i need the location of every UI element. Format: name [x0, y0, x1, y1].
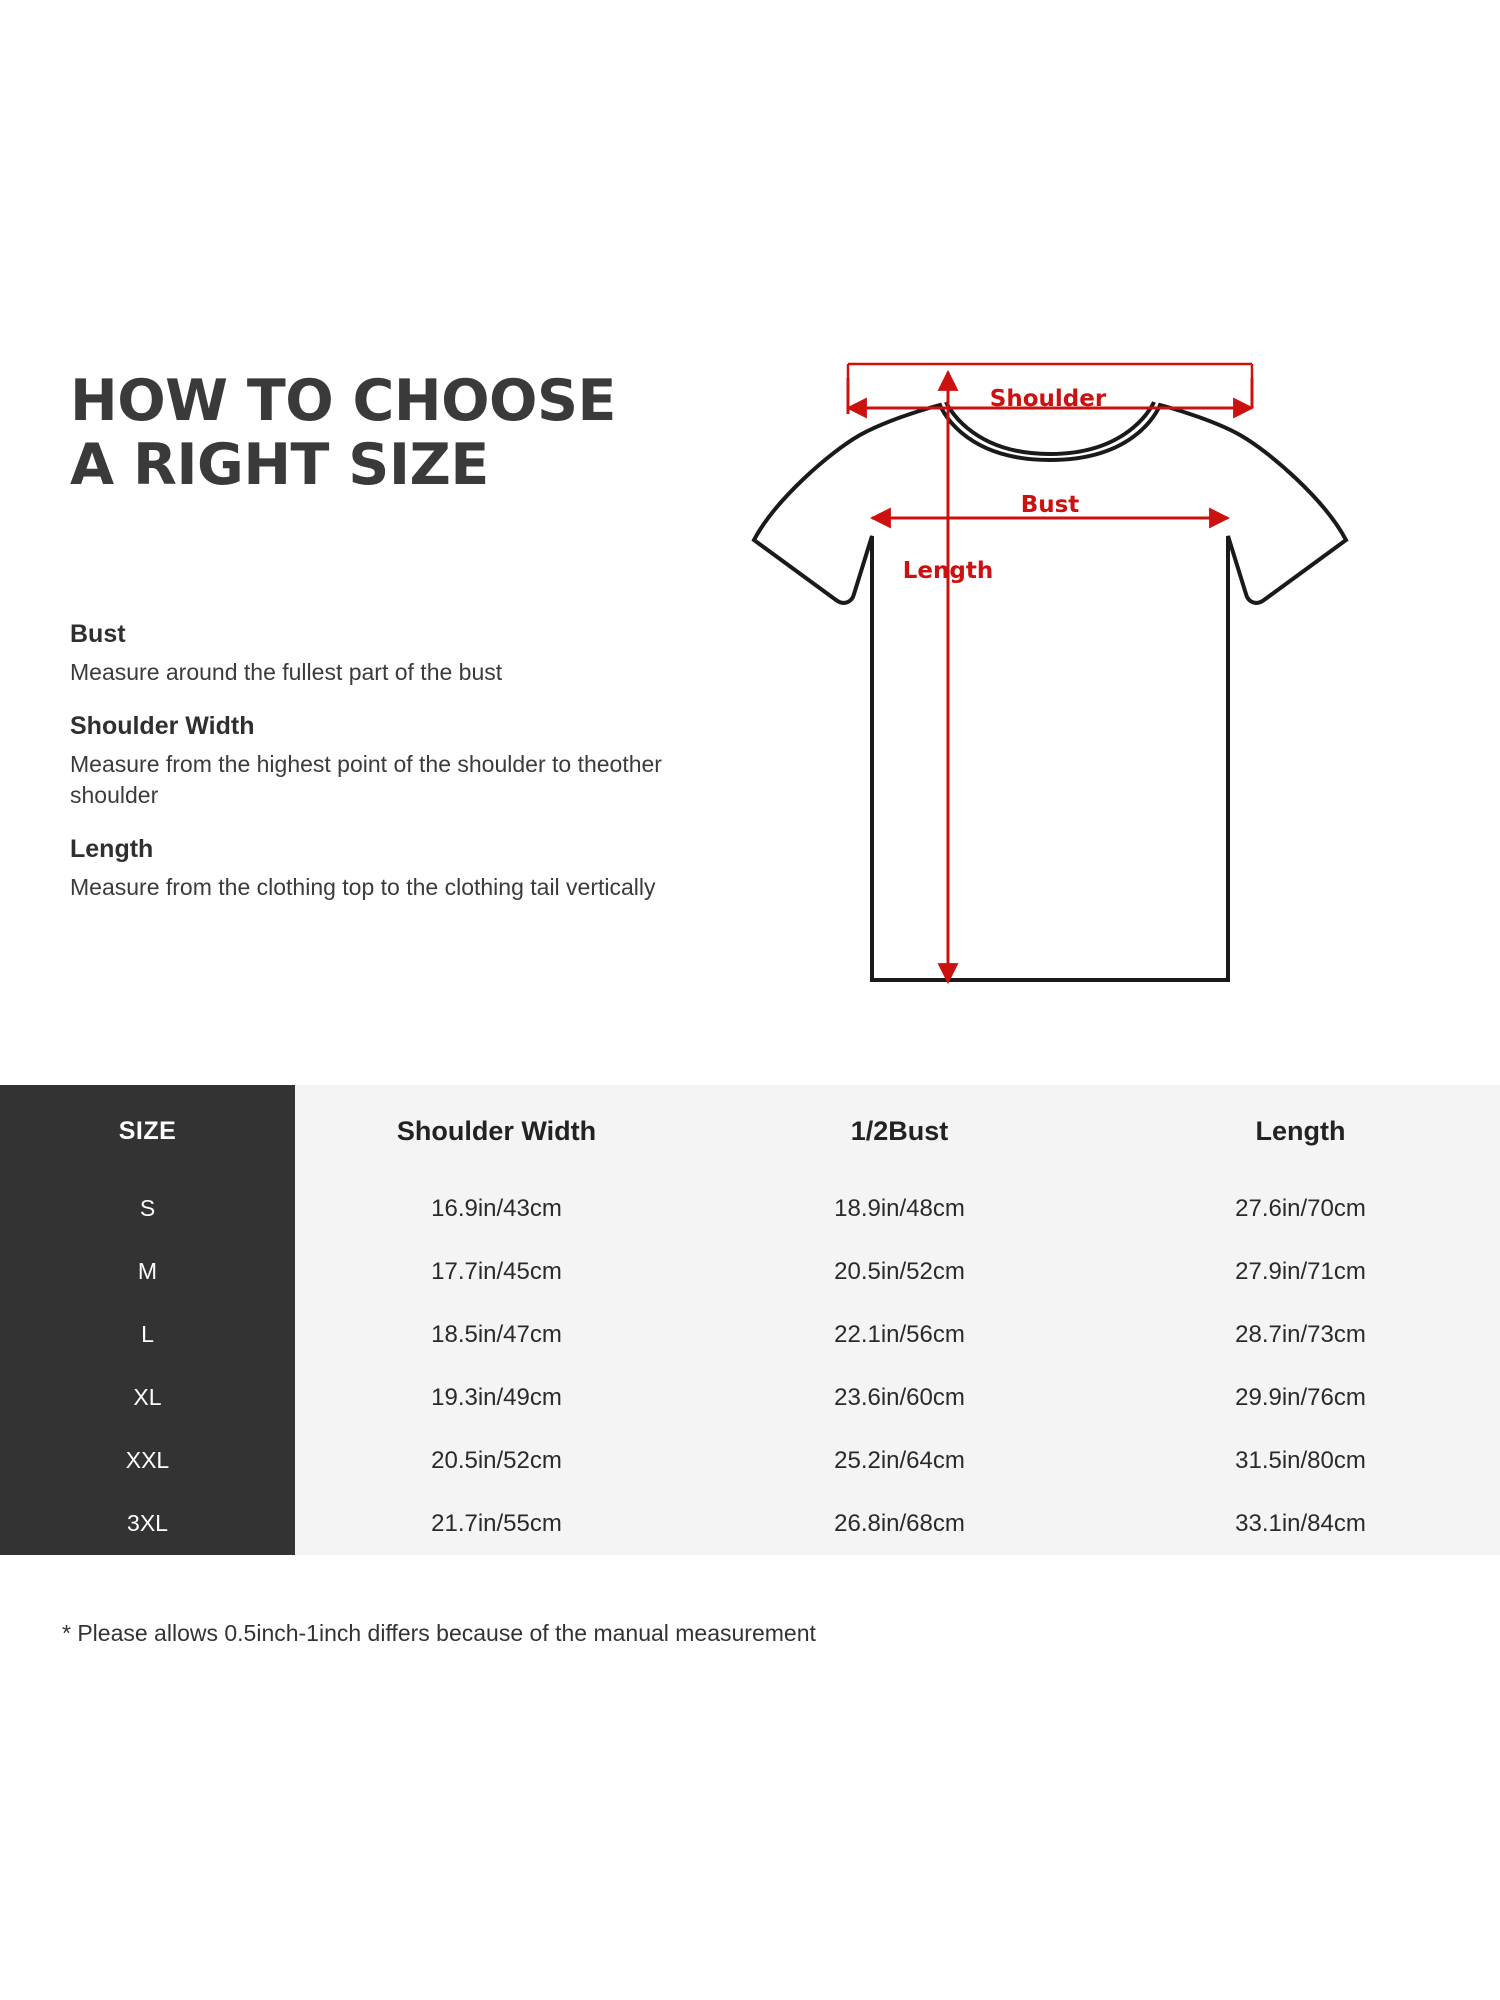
cell-half-bust: 25.2in/64cm	[698, 1429, 1101, 1492]
table-row	[0, 1240, 1500, 1303]
cell-shoulder-width: 21.7in/55cm	[295, 1492, 698, 1555]
definition-shoulder-width-title: Shoulder Width	[70, 712, 255, 741]
cell-shoulder-width: 16.9in/43cm	[295, 1177, 698, 1240]
cell-shoulder-width: 18.5in/47cm	[295, 1303, 698, 1366]
cell-length: 27.9in/71cm	[1101, 1240, 1500, 1303]
definition-bust-title: Bust	[70, 620, 126, 648]
table-row	[0, 1303, 1500, 1366]
bust-label: Bust	[1020, 492, 1080, 518]
cell-size: XXL	[0, 1429, 295, 1492]
measurement-footnote: * Please allows 0.5inch-1inch differs because of the manual measurement	[62, 1620, 816, 1646]
definition-bust-text: Measure around the fullest part of the bust	[70, 659, 503, 685]
page-title-line-2: A RIGHT SIZE	[70, 431, 489, 498]
table-header-length: Length	[1101, 1085, 1500, 1177]
cell-half-bust: 23.6in/60cm	[698, 1366, 1101, 1429]
definition-length	[70, 835, 690, 902]
length-label: Length	[902, 558, 994, 584]
cell-length: 31.5in/80cm	[1101, 1429, 1500, 1492]
cell-shoulder-width: 17.7in/45cm	[295, 1240, 698, 1303]
cell-shoulder-width: 20.5in/52cm	[295, 1429, 698, 1492]
definition-length-text: Measure from the clothing top to the clothing tail vertically	[70, 874, 656, 901]
cell-half-bust: 20.5in/52cm	[698, 1240, 1101, 1303]
page-title	[70, 370, 710, 498]
cell-length: 28.7in/73cm	[1101, 1303, 1500, 1366]
definition-length-title: Length	[70, 835, 154, 864]
cell-half-bust: 26.8in/68cm	[698, 1492, 1101, 1555]
cell-length: 27.6in/70cm	[1101, 1177, 1500, 1240]
table-row	[0, 1429, 1500, 1492]
cell-length: 33.1in/84cm	[1101, 1492, 1500, 1555]
cell-half-bust: 18.9in/48cm	[698, 1177, 1101, 1240]
table-header-shoulder-width: Shoulder Width	[295, 1085, 698, 1177]
definition-bust	[70, 620, 690, 687]
cell-length: 29.9in/76cm	[1101, 1366, 1500, 1429]
table-row	[0, 1492, 1500, 1555]
tshirt-measurement-diagram	[740, 350, 1380, 1030]
cell-size: L	[0, 1303, 295, 1366]
shoulder-label: Shoulder	[989, 386, 1107, 412]
cell-half-bust: 22.1in/56cm	[698, 1303, 1101, 1366]
size-table-wrapper	[0, 1085, 1500, 1555]
cell-size: M	[0, 1240, 295, 1303]
size-table	[0, 1085, 1500, 1555]
table-row	[0, 1366, 1500, 1429]
definition-shoulder-width	[70, 712, 690, 810]
table-header-row	[0, 1085, 1500, 1177]
page-title-line-1: HOW TO CHOOSE	[70, 368, 616, 434]
cell-size: S	[0, 1177, 295, 1240]
cell-size: 3XL	[0, 1492, 295, 1555]
table-header-size: SIZE	[0, 1085, 295, 1177]
cell-shoulder-width: 19.3in/49cm	[295, 1366, 698, 1429]
measurement-definitions	[70, 620, 690, 927]
table-row	[0, 1177, 1500, 1240]
definition-shoulder-width-text: Measure from the highest point of the shoulder to theother shoulder	[70, 751, 662, 808]
cell-size: XL	[0, 1366, 295, 1429]
table-header-half-bust: 1/2Bust	[698, 1085, 1101, 1177]
